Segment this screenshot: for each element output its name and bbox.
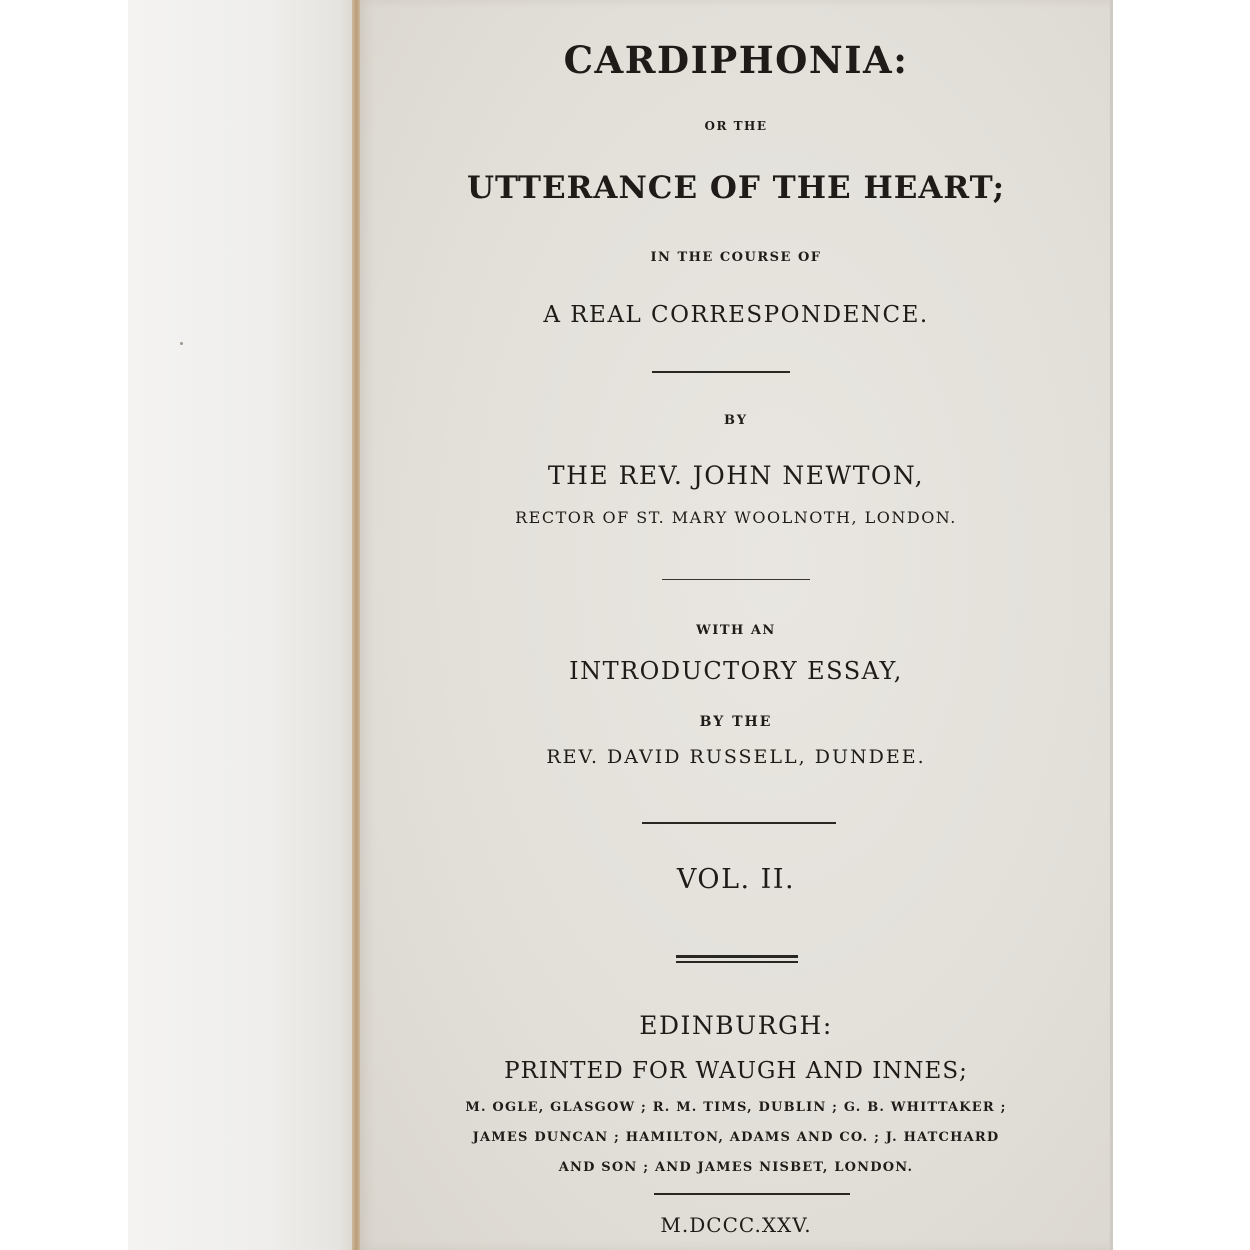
printed-for-line: PRINTED FOR WAUGH AND INNES;: [504, 1058, 968, 1084]
divider-rule-3: [654, 1193, 850, 1195]
imprint-city: EDINBURGH:: [639, 1011, 833, 1040]
author-position: RECTOR OF ST. MARY WOOLNOTH, LONDON.: [515, 508, 957, 527]
by-text: BY: [723, 413, 749, 428]
with-an-text: WITH AN: [696, 623, 776, 638]
book-subtitle: UTTERANCE OF THE HEART;: [466, 170, 1006, 206]
correspondence-line: A REAL CORRESPONDENCE.: [543, 302, 929, 328]
booksellers-line-2: JAMES DUNCAN ; HAMILTON, ADAMS AND CO. ; J. HATCHARD: [472, 1130, 1000, 1145]
booksellers-line-3: AND SON ; AND JAMES NISBET, LONDON.: [558, 1160, 914, 1175]
book-title: CARDIPHONIA:: [563, 38, 909, 82]
left-blank-page: [128, 0, 358, 1250]
dotted-divider-rule: [662, 579, 810, 580]
in-the-course-of-text: IN THE COURSE OF: [650, 250, 822, 265]
by-the-text: BY THE: [699, 714, 773, 730]
paper-speck: [180, 342, 183, 345]
divider-rule-2: [642, 822, 836, 824]
author-name: THE REV. JOHN NEWTON,: [547, 461, 925, 490]
volume-number: VOL. II.: [676, 864, 796, 895]
introductory-essay: INTRODUCTORY ESSAY,: [569, 657, 903, 685]
publication-year: M.DCCC.XXV.: [660, 1213, 812, 1237]
essay-author: REV. DAVID RUSSELL, DUNDEE.: [546, 746, 926, 768]
booksellers-line-1: M. OGLE, GLASGOW ; R. M. TIMS, DUBLIN ; G. B. WHITTAKER ;: [465, 1100, 1007, 1115]
or-the-text: OR THE: [704, 119, 768, 133]
divider-rule: [652, 371, 790, 373]
double-rule: [676, 955, 798, 963]
